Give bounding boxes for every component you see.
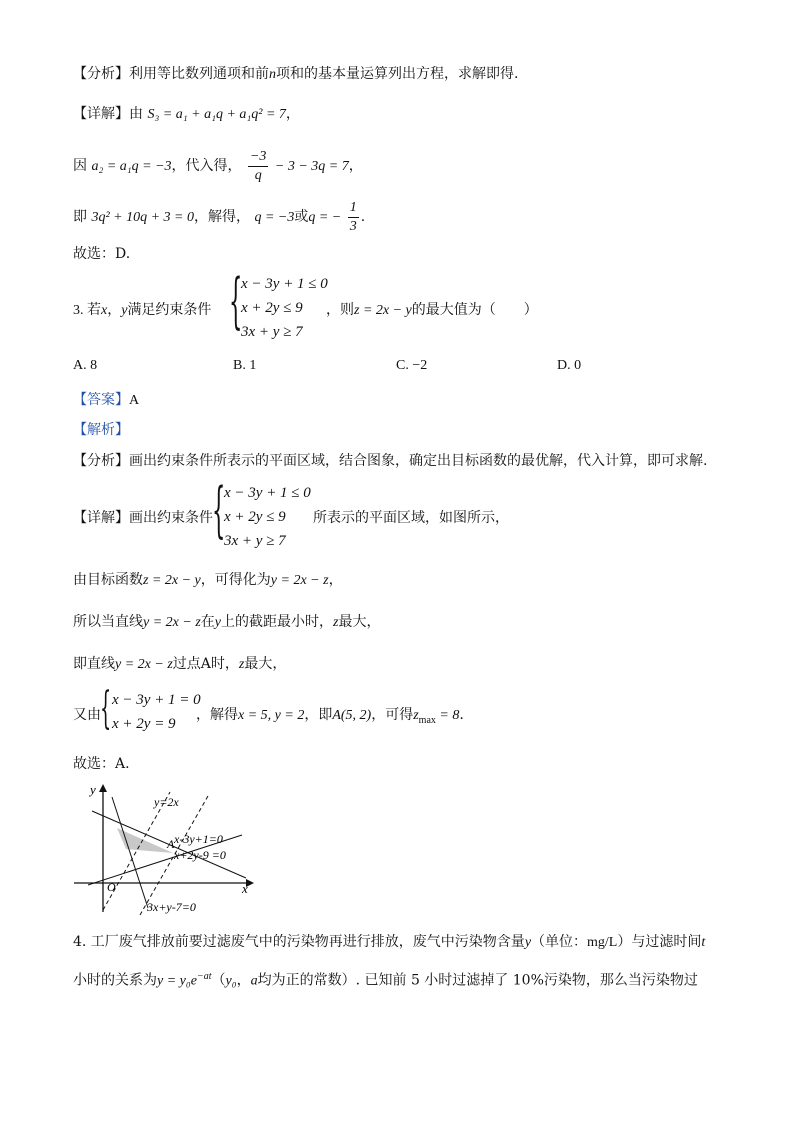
analysis-paragraph-2: 【分析】画出约束条件所表示的平面区域，结合图象，确定出目标函数的最优解，代入计算，即可求解. <box>73 453 708 469</box>
detail-paragraph-2: 【详解】画出约束条件 <box>73 510 213 526</box>
brace-icon: { <box>229 266 243 336</box>
label-x-3y+1: x-3y+1=0 <box>174 832 223 846</box>
option-c: C. −2 <box>396 358 428 373</box>
question-4-line-1: 4. 工厂废气排放前要过滤废气中的污染物再进行排放，废气中污染物含量y（单位：mg/L）与过滤时间t <box>73 934 706 950</box>
detail-tag: 【详解】 <box>73 106 129 122</box>
sum-formula: S₃ = a₁ + a₁q + a₁q² = 7 <box>147 107 286 122</box>
detail-paragraph-2-tail: 所表示的平面区域，如图所示， <box>313 510 509 526</box>
feasible-region <box>117 828 173 853</box>
origin-label: O <box>107 880 116 894</box>
line-3x+y-7 <box>112 797 148 908</box>
question-4-line-2: 小时的关系为$y = y_0e^{-at}(y_0$，a均为正的常数）. 已知前 5 小时过滤掉了 10%污染物，那么当污染物过 <box>73 971 698 989</box>
substitution-line: 因 a₂ = a₁q = −3，代入得， $\frac{-3}{q}$ − 3 − 3q = 7， <box>73 148 363 183</box>
brace-icon: { <box>100 683 112 734</box>
intercept-line: 所以当直线y = 2x − z在y上的截距最小时，z最大， <box>73 614 381 630</box>
answer-line: 【答案】A <box>73 392 140 408</box>
analysis-paragraph-1: 【分析】利用等比数列通项和前n项和的基本量运算列出方程，求解即得. <box>73 66 519 82</box>
fraction: $\frac{1}{3}$ <box>349 199 357 234</box>
analysis-heading: 【解析】 <box>73 422 129 438</box>
solve-line: 即 3q² + 10q + 3 = 0，解得， q = −3或q = − $\frac{1}{3}$ . <box>73 199 366 234</box>
option-a: A. 8 <box>73 358 98 373</box>
x-axis-label: x <box>242 881 248 896</box>
choose-line-1: 故选：D. <box>73 246 131 262</box>
objective-line: 由目标函数z = 2x − y，可得化为y = 2x − z， <box>73 572 343 588</box>
feasible-region-graph <box>70 780 260 920</box>
solve-system-line: ，解得x = 5, y = 2，即A(5, 2)，可得$z_{max} = 8$. <box>196 707 464 726</box>
point-a-line: 即直线y = 2x − z过点A时，z最大， <box>73 656 287 672</box>
label-3x+y-7: 3x+y-7=0 <box>147 900 196 914</box>
brace-icon: { <box>212 475 226 545</box>
y-axis-arrow-icon <box>99 784 107 792</box>
detail-paragraph-1: 【详解】由 S₃ = a₁ + a₁q + a₁q² = 7， <box>73 106 300 122</box>
label-y=2x: y=2x <box>154 795 179 809</box>
choose-line-2: 故选：A. <box>73 756 130 772</box>
option-d: D. 0 <box>557 358 582 373</box>
point-a-label: A <box>167 837 175 851</box>
y-axis-label: y <box>90 782 96 797</box>
analysis-tag: 【分析】 <box>73 66 129 82</box>
fraction: $\frac{-3}{q}$ <box>249 148 267 183</box>
option-b: B. 1 <box>233 358 257 373</box>
question-3-stem: 3. 若x，y满足约束条件 <box>73 302 212 318</box>
label-x+2y-9: x+2y-9 =0 <box>174 848 226 862</box>
solve-system-line-lead: 又由 <box>73 707 101 723</box>
question-3-ask: ，则z = 2x − y的最大值为（ ） <box>326 302 538 318</box>
